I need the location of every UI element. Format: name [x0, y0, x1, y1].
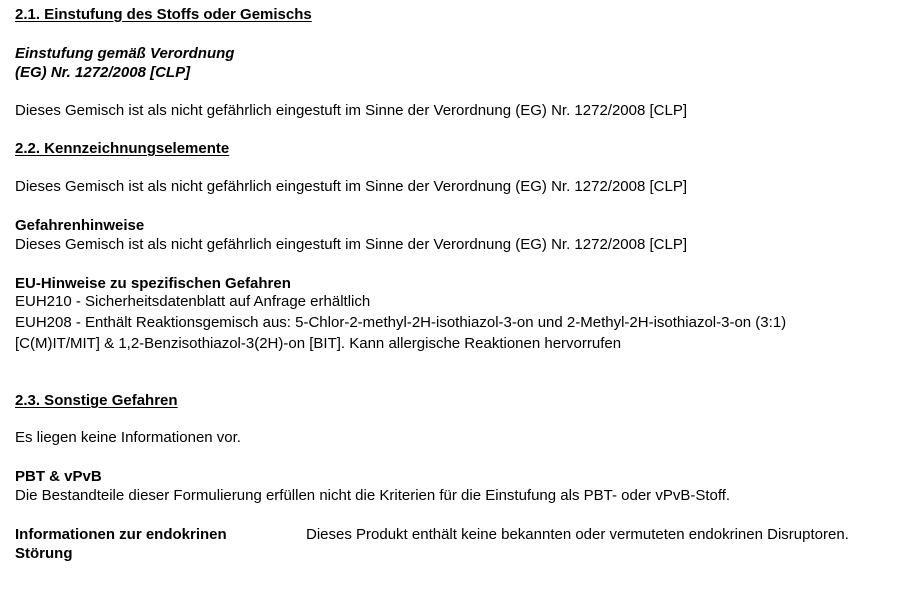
- eu-hinweise-line3: [C(M)IT/MIT] & 1,2-Benzisothiazol-3(2H)-on [BIT]. Kann allergische Reaktionen hervorrufen: [15, 335, 622, 352]
- pbt-text: Die Bestandteile dieser Formulierung erfüllen nicht die Kriterien für die Einstufung als PBT- oder vPvB-Stoff.: [15, 487, 731, 504]
- gefahrenhinweise-text: Dieses Gemisch ist als nicht gefährlich eingestuft im Sinne der Verordnung (EG) Nr. 1272/2008 [CLP]: [15, 236, 688, 253]
- eu-hinweise-title: EU-Hinweise zu spezifischen Gefahren: [15, 275, 291, 292]
- endokrin-label-line2: Störung: [15, 545, 73, 562]
- eu-hinweise-line1: EUH210 - Sicherheitsdatenblatt auf Anfrage erhältlich: [15, 293, 371, 310]
- section-2-2-text: Dieses Gemisch ist als nicht gefährlich eingestuft im Sinne der Verordnung (EG) Nr. 1272/2008 [CLP]: [15, 178, 688, 195]
- section-2-1-text: Dieses Gemisch ist als nicht gefährlich eingestuft im Sinne der Verordnung (EG) Nr. 1272/2008 [CLP]: [15, 102, 688, 119]
- gefahrenhinweise-title: Gefahrenhinweise: [15, 217, 145, 234]
- section-2-3-heading: 2.3. Sonstige Gefahren: [15, 392, 178, 409]
- eu-hinweise-line2: EUH208 - Enthält Reaktionsgemisch aus: 5-Chlor-2-methyl-2H-isothiazol-3-on und 2-Methyl-2H-isothiazol-3-on (3:1): [15, 314, 787, 331]
- section-2-1-subheading-line2: (EG) Nr. 1272/2008 [CLP]: [15, 64, 191, 81]
- section-2-1-heading: 2.1. Einstufung des Stoffs oder Gemischs: [15, 6, 312, 23]
- pbt-title: PBT & vPvB: [15, 468, 102, 485]
- endokrin-label-line1: Informationen zur endokrinen: [15, 526, 227, 543]
- section-2-1-subheading-line1: Einstufung gemäß Verordnung: [15, 45, 235, 62]
- section-2-3-text: Es liegen keine Informationen vor.: [15, 429, 241, 446]
- section-2-2-heading: 2.2. Kennzeichnungselemente: [15, 140, 230, 157]
- endokrin-text: Dieses Produkt enthält keine bekannten oder vermuteten endokrinen Disruptoren.: [306, 526, 849, 543]
